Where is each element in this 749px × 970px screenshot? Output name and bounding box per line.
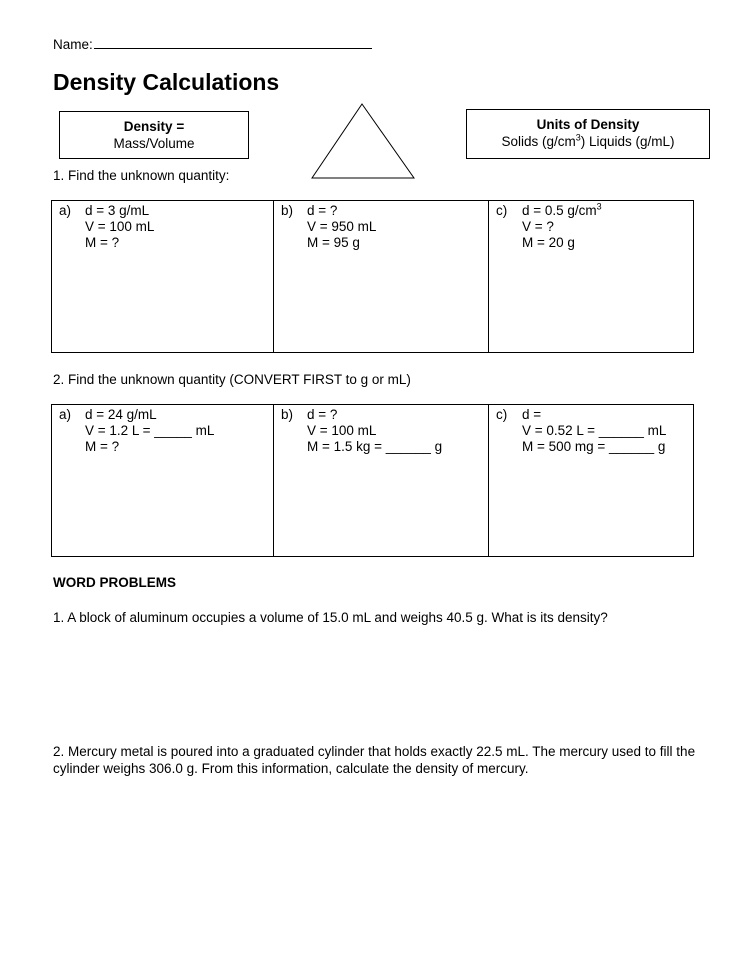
- page-title: Density Calculations: [53, 69, 280, 95]
- word-problem-1: 1. A block of aluminum occupies a volume of 15.0 mL and weighs 40.5 g. What is its density?: [53, 610, 608, 625]
- density-formula-box: [59, 111, 249, 159]
- density-triangle-diagram: [311, 103, 415, 179]
- name-field[interactable]: [53, 36, 372, 52]
- word-problems-heading: WORD PROBLEMS: [53, 575, 176, 590]
- q1-cell-b[interactable]: b) d = ? V = 950 mL M = 95 g: [274, 201, 489, 352]
- question-2-grid: [51, 404, 694, 557]
- name-label: Name:: [53, 37, 93, 52]
- units-title: Units of Density: [536, 117, 640, 132]
- word-problem-2: 2. Mercury metal is poured into a graduated cylinder that holds exactly 22.5 mL. The mercury used to fill the cylinder weighs 306.0 g. From this information, calculate the density of mercury.: [53, 744, 696, 776]
- name-blank-line[interactable]: [94, 36, 372, 49]
- triangle-shape: [312, 104, 414, 178]
- density-formula-line2: Mass/Volume: [113, 136, 195, 151]
- q2-cell-c[interactable]: c) d = V = 0.52 L = ______ mL M = 500 mg = ______ g: [496, 407, 667, 454]
- q1-cell-c[interactable]: c) d = 0.5 $g/cm^3$ V = ? M = 20 g: [496, 201, 602, 250]
- question-2-label: 2. Find the unknown quantity (CONVERT FIRST to g or mL): [53, 372, 411, 387]
- q2-cell-a[interactable]: a) d = 24 g/mL V = 1.2 L = _____ mL M = ?: [52, 405, 274, 556]
- q2-cell-b[interactable]: b) d = ? V = 100 mL M = 1.5 kg = ______ g: [274, 405, 489, 556]
- density-formula-line1: Density =: [123, 119, 185, 134]
- question-1-grid: [51, 200, 694, 353]
- q1-cell-a[interactable]: a) d = 3 g/mL V = 100 mL M = ?: [52, 201, 274, 352]
- units-of-density-box: [466, 109, 710, 159]
- units-text: Solids $(g/cm^3)$ Liquids (g/mL): [501, 132, 675, 149]
- question-1-label: 1. Find the unknown quantity:: [53, 168, 230, 183]
